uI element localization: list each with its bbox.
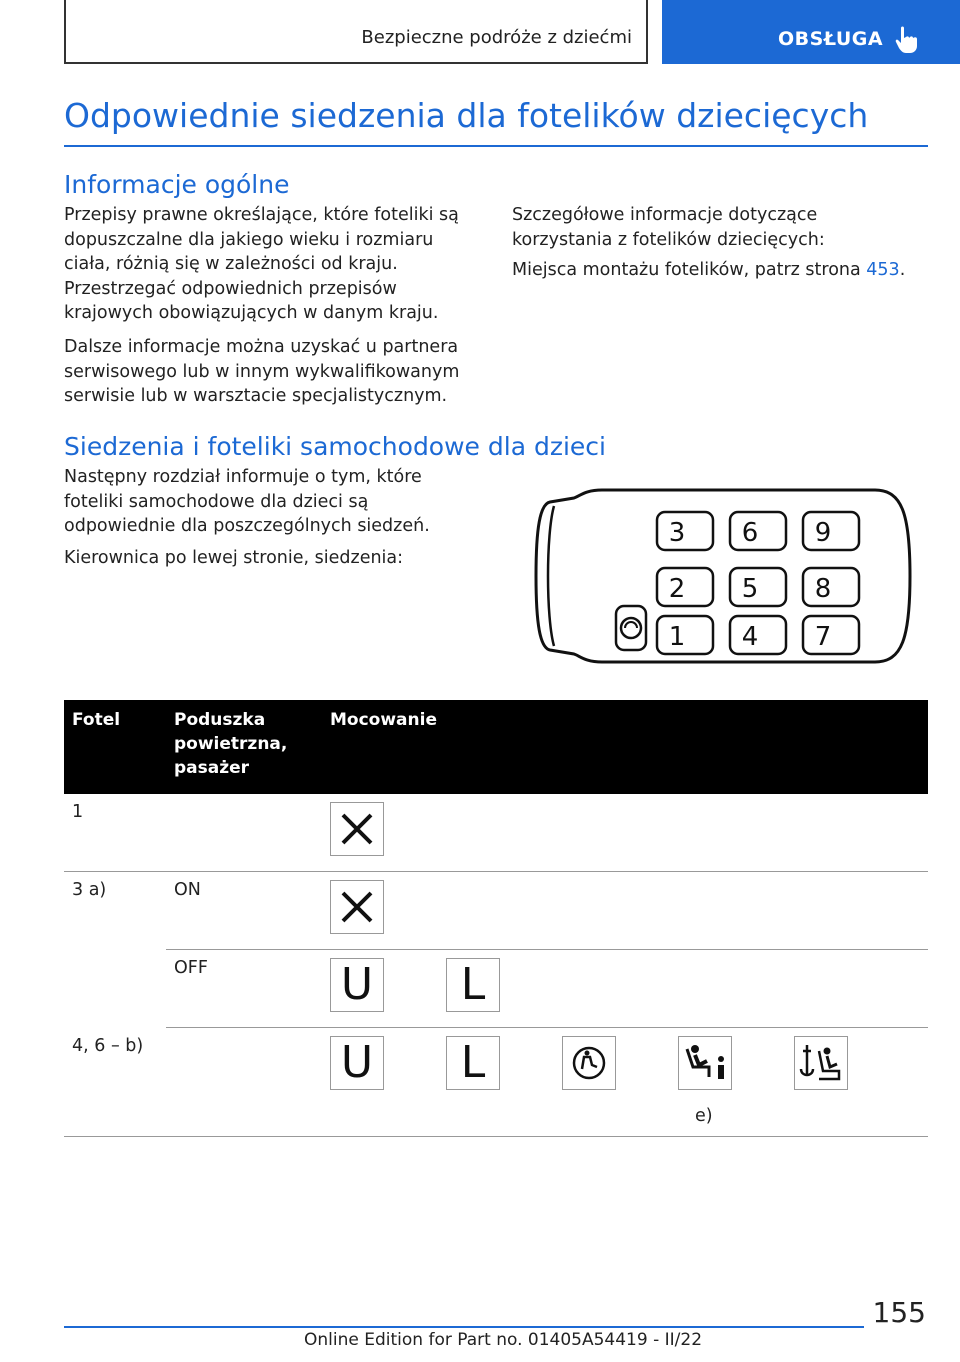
- cell-mounting: [322, 872, 928, 950]
- seat-key-label-7: 7: [814, 622, 832, 652]
- header-section-box: [64, 0, 648, 64]
- mounting-letter: U: [340, 1037, 374, 1088]
- cell-mounting: [322, 950, 928, 1028]
- not-suitable-icon: [331, 881, 383, 933]
- mounting-text: Miejsca montażu fotelików, patrz strona: [512, 260, 867, 280]
- seat-key-label-1: 1: [668, 622, 686, 652]
- mounting-letter: U: [340, 959, 374, 1010]
- isofix-seat-icon: [563, 1037, 615, 1089]
- header-chapter-label: OBSŁUGA: [778, 28, 884, 50]
- mounting-top-tether-badge: [794, 1036, 848, 1090]
- mounting-isofix-badge: [562, 1036, 616, 1090]
- cell-airbag: [166, 794, 322, 872]
- cell-seat: 4, 6 – b): [64, 1028, 166, 1137]
- footnote-e: e): [695, 1106, 713, 1126]
- mounting-x-badge: [330, 802, 384, 856]
- page-link-453[interactable]: 453: [866, 260, 900, 280]
- seat-key-label-8: 8: [814, 574, 832, 604]
- page-number: 155: [872, 1296, 926, 1329]
- table-row: [64, 950, 928, 1028]
- seat-key-label-2: 2: [668, 574, 686, 604]
- mounting-i-size-badge: [678, 1036, 732, 1090]
- not-suitable-icon: [331, 803, 383, 855]
- top-tether-icon: [795, 1037, 847, 1089]
- paragraph-mounting: [512, 258, 928, 283]
- hand-pointer-icon: [894, 24, 920, 54]
- page-title: Odpowiednie siedzenia dla fotelików dziecięcych: [64, 96, 869, 135]
- paragraph-details: Szczegółowe informacje dotyczące korzystania z fotelików dziecięcych:: [512, 205, 825, 250]
- seat-suitability-table: [64, 700, 928, 1137]
- cell-seat: 3 a): [72, 880, 107, 900]
- cell-seat: 1: [64, 794, 166, 872]
- footer-edition: Online Edition for Part no. 01405A54419 - II/22: [304, 1330, 703, 1350]
- seat-key-label-5: 5: [741, 574, 759, 604]
- cell-mounting: [322, 794, 928, 872]
- i-size-seat-icon: [679, 1037, 731, 1089]
- column-header-mounting: Mocowanie: [322, 700, 928, 794]
- seat-key-label-3: 3: [668, 518, 686, 548]
- mounting-letter: L: [460, 959, 486, 1010]
- cell-airbag: ON: [166, 872, 322, 950]
- cell-airbag: OFF: [166, 950, 322, 1028]
- seat-key-label-6: 6: [741, 518, 759, 548]
- table-row: [64, 872, 928, 950]
- table-row: [64, 1028, 928, 1137]
- mounting-end: .: [899, 260, 906, 280]
- seat-key-label-9: 9: [814, 518, 832, 548]
- cell-airbag: [166, 1028, 322, 1137]
- title-rule: [64, 145, 928, 147]
- mounting-U-icon: [330, 958, 384, 1012]
- table-row: [64, 794, 928, 872]
- mounting-L-icon: [446, 1036, 500, 1090]
- header-section-label: Bezpieczne podróże z dziećmi: [361, 27, 632, 48]
- paragraph-regulations: Przepisy prawne określające, które foteliki są dopuszczalne dla jakiego wieku i rozmiaru ciała, różnią się w zależności od kraju. Przestrzegać odpowiednich przepisów krajowych obowiązujących w danym kraju.: [64, 205, 459, 323]
- column-header-seat: Fotel: [64, 700, 166, 794]
- mounting-L-icon: [446, 958, 500, 1012]
- header-chapter-tab[interactable]: [662, 0, 960, 64]
- column-header-airbag: Poduszka powietrzna, pasażer: [166, 700, 322, 794]
- seat-position-diagram: [530, 484, 920, 670]
- mounting-U-icon: [330, 1036, 384, 1090]
- seat-key-label-4: 4: [741, 622, 759, 652]
- section-heading-general: Informacje ogólne: [64, 170, 290, 199]
- footer-rule: [64, 1326, 864, 1328]
- cell-mounting: [322, 1028, 928, 1137]
- paragraph-left-hand-drive: Kierownica po lewej stronie, siedzenia:: [64, 548, 404, 568]
- paragraph-further-info: Dalsze informacje można uzyskać u partnera serwisowego lub w innym wykwalifikowanym serwisie lub w warsztacie specjalistycznym.: [64, 337, 460, 406]
- section-heading-seats: Siedzenia i foteliki samochodowe dla dzieci: [64, 432, 606, 461]
- mounting-letter: L: [460, 1037, 486, 1088]
- steering-wheel-icon: [616, 606, 646, 650]
- mounting-x-badge: [330, 880, 384, 934]
- paragraph-next-chapter: Następny rozdział informuje o tym, które foteliki samochodowe dla dzieci są odpowiednie dla poszczególnych siedzeń.: [64, 467, 430, 536]
